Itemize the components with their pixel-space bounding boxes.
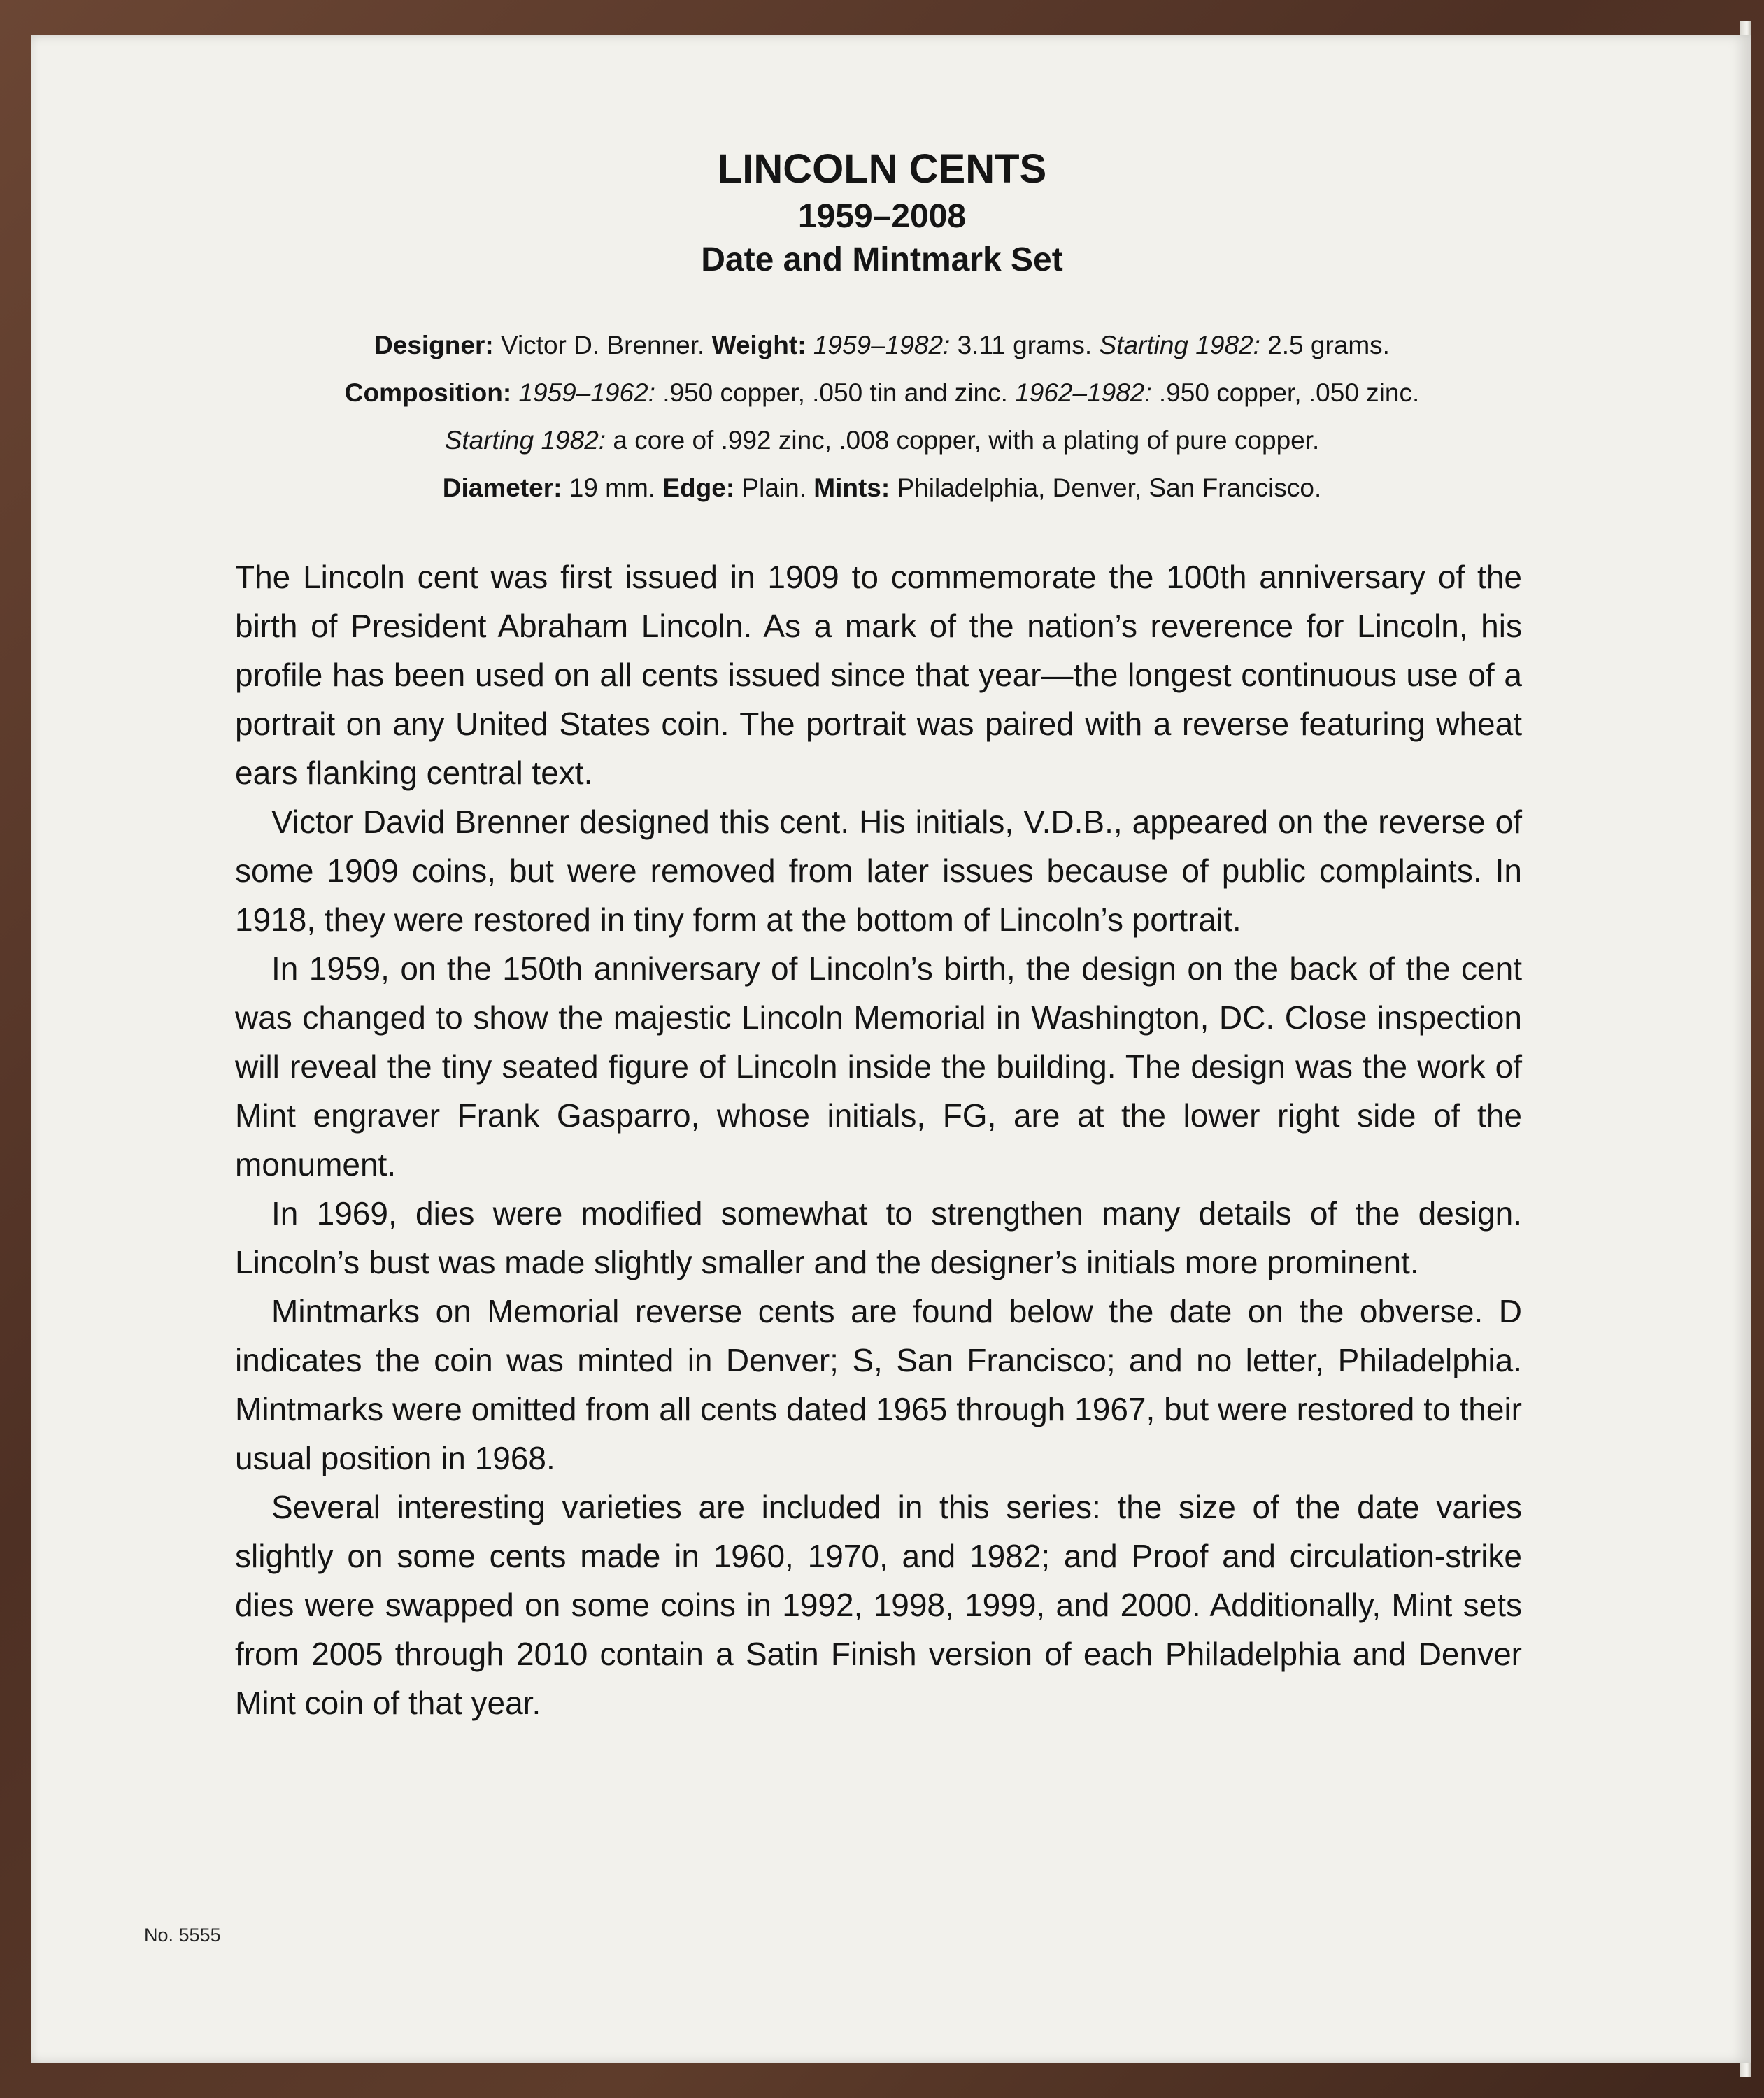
edge-label: Edge: <box>662 473 735 502</box>
paragraph-history: The Lincoln cent was first issued in 1909 to commemorate the 100th anniversary of the birth of President Abraham Lincoln. As a mark of the nation’s reverence for Lincoln, his profile has been used on all cents issued since that year—the longest continuous use of a portrait on any United States coin. The portrait was paired with a reverse featuring wheat ears flanking central text. <box>235 559 1522 791</box>
weight-value-2: 2.5 grams. <box>1260 331 1390 359</box>
diameter-label: Diameter: <box>442 473 562 502</box>
page-subtitle: Date and Mintmark Set <box>701 241 1063 278</box>
paragraph-1969-dies: In 1969, dies were modified somewhat to strengthen many details of the design. Lincoln’s bust was made slightly smaller and the designer’s initials more prominent. <box>235 1195 1522 1280</box>
mints-value: Philadelphia, Denver, San Francisco. <box>890 473 1322 502</box>
composition-value-1: .950 copper, .050 tin and zinc. <box>655 378 1016 407</box>
paragraph-memorial-reverse: In 1959, on the 150th anniversary of Lincoln’s birth, the design on the back of the cent was changed to show the majestic Lincoln Memorial in Washington, DC. Close inspection will reveal the tiny seated figure of Lincoln inside the building. The design was the work of Mint engraver Frank Gasparro, whose initials, FG, are at the lower right side of the monument. <box>235 950 1522 1183</box>
composition-period-3: Starting 1982: <box>444 426 606 455</box>
weight-label: Weight: <box>711 331 806 359</box>
paragraph-designer: Victor David Brenner designed this cent. His initials, V.D.B., appeared on the reverse of some 1909 coins, but were removed from later issues because of public complaints. In 1918, they were restored in tiny form at the bottom of Lincoln’s portrait. <box>235 804 1522 938</box>
spec-line-designer-weight <box>0 322 1764 369</box>
composition-value-2: .950 copper, .050 zinc. <box>1151 378 1420 407</box>
composition-label: Composition: <box>344 378 512 407</box>
weight-period-2: Starting 1982: <box>1099 331 1260 359</box>
paragraph-mintmarks: Mintmarks on Memorial reverse cents are found below the date on the obverse. D indicates the coin was minted in Denver; S, San Francisco; and no letter, Philadelphia. Mintmarks were omitted from all cents dated 1965 through 1967, but were restored to their usual position in 1968. <box>235 1293 1522 1476</box>
spec-line-diameter-edge-mints <box>0 464 1764 512</box>
description-text <box>235 552 1522 1727</box>
diameter-value: 19 mm. <box>562 473 663 502</box>
paragraph-varieties: Several interesting varieties are included in this series: the size of the date varies slightly on some cents made in 1960, 1970, and 1982; and Proof and circulation-strike dies were swapped on some coins in 1992, 1998, 1999, and 2000. Additionally, Mint sets from 2005 through 2010 contain a Satin Finish version of each Philadelphia and Denver Mint coin of that year. <box>235 1489 1522 1721</box>
designer-label: Designer: <box>374 331 494 359</box>
spec-line-composition <box>0 369 1764 417</box>
composition-value-3: a core of .992 zinc, .008 copper, with a plating of pure copper. <box>606 426 1320 455</box>
edge-value: Plain. <box>734 473 814 502</box>
spec-line-composition-modern <box>0 417 1764 464</box>
page-title: LINCOLN CENTS <box>717 146 1047 192</box>
designer-value: Victor D. Brenner. <box>493 331 712 359</box>
weight-period-1: 1959–1982: <box>806 331 951 359</box>
specifications <box>0 322 1764 512</box>
date-range: 1959–2008 <box>797 198 967 235</box>
catalog-number: No. 5555 <box>144 1925 221 1946</box>
composition-period-1: 1959–1962: <box>511 378 655 407</box>
composition-period-2: 1962–1982: <box>1015 378 1152 407</box>
mints-label: Mints: <box>813 473 890 502</box>
weight-value-1: 3.11 grams. <box>950 331 1100 359</box>
